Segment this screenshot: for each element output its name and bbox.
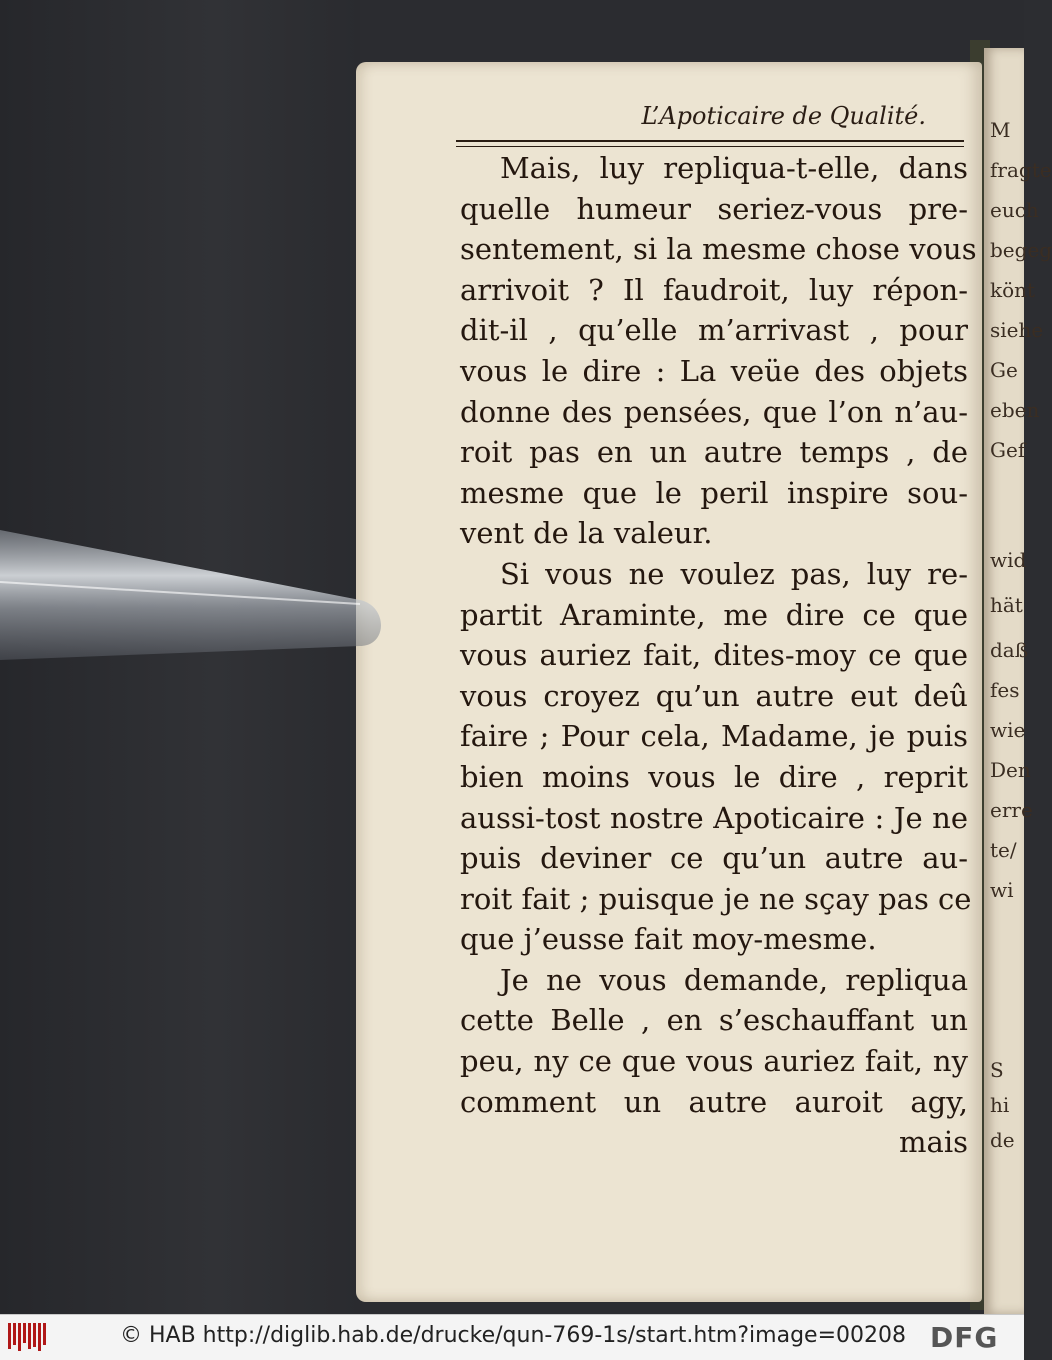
dfg-logo: DFG (930, 1321, 999, 1354)
head-rule (456, 140, 964, 147)
facing-page-fragment: begeg (990, 238, 1052, 262)
text-line: partit Araminte, me dire ce que (460, 597, 968, 632)
facing-page-fragment: könt (990, 278, 1036, 302)
text-line: vous auriez fait, dites-moy ce que (460, 638, 968, 673)
facing-page-fragment: fes (990, 678, 1020, 702)
text-line: arrivoit ? Il faudroit, luy répon- (460, 272, 968, 307)
facing-page-fragment: M (990, 118, 1011, 142)
facing-page-fragment: Gef (990, 438, 1026, 462)
facing-page-fragment: erre (990, 798, 1033, 822)
facing-page-fragment: wid (990, 548, 1027, 572)
facing-page-fragment: wie (990, 718, 1026, 742)
text-line: Mais, luy repliqua-t-elle, dans (500, 151, 968, 185)
text-line: aussi-tost nostre Apoticaire : Je ne (460, 800, 968, 835)
text-line: vent de la valeur. (460, 516, 713, 551)
text-line: quelle humeur seriez-vous pre- (460, 191, 968, 226)
facing-page-fragment: Ge (990, 358, 1018, 382)
copyright-link[interactable]: © HAB http://diglib.hab.de/drucke/qun-769-1s/start.htm?image=00208 (120, 1323, 906, 1348)
facing-page-fragment: daß (990, 638, 1029, 662)
footer-bar (0, 1314, 1024, 1360)
page-text (460, 148, 977, 1163)
barcode-icon (8, 1323, 50, 1351)
text-line: que j’eusse fait moy-mesme. (460, 922, 877, 957)
text-line: vous croyez qu’un autre eut deû (460, 678, 968, 713)
text-line: bien moins vous le dire , reprit (460, 759, 968, 794)
facing-page-fragment: S (990, 1058, 1004, 1082)
text-line: Je ne vous demande, repliqua (500, 962, 968, 997)
text-line: donne des pensées, que l’on n’au- (460, 394, 968, 429)
facing-page-fragment: eben (990, 398, 1040, 422)
running-head: L’Apoticaire de Qualité. (641, 102, 926, 130)
text-line: puis deviner ce qu’un autre au- (460, 841, 968, 876)
facing-page-fragment: euch (990, 198, 1039, 222)
facing-page-fragment: Den (990, 758, 1031, 782)
page-clamp (0, 522, 380, 662)
text-line: cette Belle , en s’eschauffant un (460, 1003, 968, 1038)
facing-page-fragment: te/ (990, 838, 1017, 862)
text-line: sentement, si la mesme chose vous (460, 232, 977, 267)
text-line: Si vous ne voulez pas, luy re- (500, 556, 968, 591)
text-line: comment un autre auroit agy, (460, 1084, 968, 1119)
text-line: dit-il , qu’elle m’arrivast , pour (460, 313, 968, 348)
text-line: vous le dire : La veüe des objets (460, 353, 968, 388)
book-page (356, 62, 982, 1302)
facing-page-fragment: hät (990, 593, 1023, 617)
facing-page-fragment: hi (990, 1093, 1010, 1117)
facing-page (984, 48, 1052, 1314)
facing-page-fragment: fragte (990, 158, 1052, 182)
facing-page-fragment: wi (990, 878, 1014, 902)
text-line: roit pas en un autre temps , de (460, 435, 968, 470)
facing-page-fragment: de (990, 1128, 1015, 1152)
facing-page-fragment: siehe (990, 318, 1044, 342)
text-line: mais (899, 1125, 968, 1160)
text-line: mesme que le peril inspire sou- (460, 475, 968, 510)
text-line: roit fait ; puisque je ne sçay pas ce (460, 881, 972, 916)
text-line: peu, ny ce que vous auriez fait, ny (460, 1044, 968, 1079)
text-line: faire ; Pour cela, Madame, je puis (460, 719, 968, 754)
